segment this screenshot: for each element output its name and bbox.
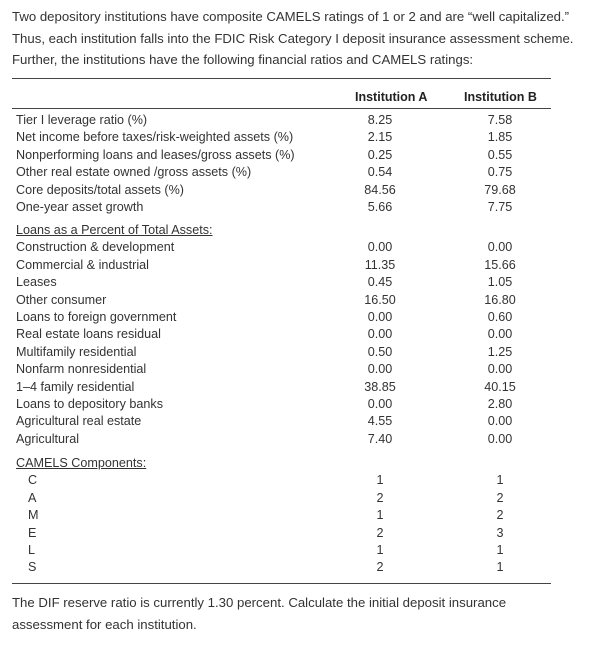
institution-b-value: 40.15 [484,379,516,394]
intro-paragraph [12,6,608,71]
institution-b-value: 0.00 [487,327,513,342]
camels-row [16,472,546,489]
institution-a-value: 0.54 [367,165,393,180]
question-paragraph [12,592,608,635]
institution-b-value: 0.00 [487,362,513,377]
institution-a-value: 0.25 [367,147,393,162]
row-label: Nonperforming loans and leases/gross assets (%) [16,147,295,162]
institution-a-value: 0.00 [367,397,393,411]
institution-a-value: 2 [376,525,384,540]
loan-row [16,239,546,256]
loan-row [16,292,546,309]
row-label: Nonfarm nonresidential [16,362,147,377]
loan-row [16,361,546,378]
institution-a-value: 0.00 [367,310,393,324]
camels-row [16,507,546,524]
intro-line-1: Two depository institutions have composite CAMELS ratings of 1 or 2 and are “well capitalized.” [12,9,570,24]
row-label: S [28,560,37,575]
row-label: Loans to depository banks [16,397,164,411]
row-label: Core deposits/total assets (%) [16,182,184,197]
institution-a-value: 0.00 [367,327,393,342]
institution-a-value: 8.25 [367,113,393,127]
institution-b-value: 1 [496,543,504,557]
institution-b-value: 0.55 [487,147,513,162]
institution-b-value: 7.58 [487,113,513,127]
row-label: E [28,525,37,540]
loan-row [16,326,546,343]
institution-b-value: 15.66 [484,257,516,272]
loan-row [16,396,546,413]
row-label: Real estate loans residual [16,327,161,342]
ratio-row [16,112,546,129]
loan-row [16,309,546,326]
institution-b-value: 1.25 [487,344,513,359]
ratio-row [16,182,546,199]
institution-b-value: 0.00 [487,431,513,446]
institution-a-value: 5.66 [367,200,393,214]
institution-b-value: 1.85 [487,130,513,145]
row-label: Construction & development [16,240,175,255]
institution-b-value: 0.60 [487,310,513,324]
row-label: Other real estate owned /gross assets (%) [16,165,252,180]
loan-row [16,344,546,361]
table-top-rule [12,78,551,79]
institution-a-value: 7.40 [367,431,393,446]
institution-a-value: 11.35 [364,257,396,272]
institution-a-value: 2 [376,490,384,505]
row-label: 1–4 family residential [16,379,135,394]
institution-b-value: 0.75 [487,165,513,180]
question-line-2: assessment for each institution. [12,616,197,632]
camels-row [16,490,546,507]
row-label: One-year asset growth [16,200,144,214]
loan-row [16,431,546,448]
column-header-institution-b: Institution B [464,90,537,104]
institution-a-value: 1 [376,473,384,488]
camels-heading-row [16,455,546,472]
institution-a-value: 2.15 [367,130,393,145]
institution-a-value: 38.85 [364,379,396,394]
institution-a-value: 4.55 [367,414,393,429]
ratio-row [16,129,546,146]
institution-a-value: 16.50 [364,292,396,307]
row-label: L [28,543,36,557]
intro-line-2: Thus, each institution falls into the FDIC Risk Category I deposit insurance assessment scheme. [12,30,574,46]
table-header-rule [12,108,551,109]
camels-row [16,559,546,576]
ratio-row [16,199,546,216]
institution-a-value: 0.00 [367,240,393,255]
loan-row [16,413,546,430]
institution-b-value: 3 [496,525,504,540]
loan-row [16,379,546,396]
ratio-row [16,147,546,164]
institution-b-value: 1 [496,560,504,575]
table-bottom-rule [12,583,551,584]
institution-a-value: 0.50 [367,344,393,359]
row-label: Leases [16,275,57,290]
institution-b-value: 7.75 [487,200,513,214]
institution-a-value: 1 [376,508,384,523]
institution-b-value: 0.00 [487,240,513,255]
row-label: Net income before taxes/risk-weighted assets (%) [16,130,294,145]
institution-b-value: 2 [496,490,504,505]
institution-a-value: 2 [376,560,384,575]
row-label: Commercial & industrial [16,257,149,272]
institution-a-value: 0.00 [367,362,393,377]
camels-row [16,542,546,559]
ratio-row [16,164,546,181]
row-label: A [28,490,37,505]
intro-line-3: Further, the institutions have the following financial ratios and CAMELS ratings: [12,52,474,67]
row-label: C [28,473,38,488]
row-label: Other consumer [16,292,107,307]
question-line-1: The DIF reserve ratio is currently 1.30 percent. Calculate the initial deposit insurance [12,595,507,610]
institution-b-value: 16.80 [484,292,516,307]
row-label: M [28,508,39,523]
row-label: Loans to foreign government [16,310,177,324]
institution-b-value: 79.68 [484,182,516,197]
camels-row [16,525,546,542]
institution-b-value: 1 [496,473,504,488]
row-label: Agricultural real estate [16,414,142,429]
section-heading: CAMELS Components: [16,456,147,470]
row-label: Agricultural [16,431,79,446]
institution-b-value: 2 [496,508,504,523]
institution-b-value: 1.05 [487,275,513,290]
loan-row [16,274,546,291]
column-header-institution-a: Institution A [355,90,428,104]
row-label: Multifamily residential [16,344,137,359]
loan-row [16,257,546,274]
institution-a-value: 0.45 [367,275,393,290]
institution-a-value: 84.56 [364,182,396,197]
institution-a-value: 1 [376,543,384,557]
row-label: Tier I leverage ratio (%) [16,113,148,127]
loans-heading-row [16,222,546,239]
institution-b-value: 2.80 [487,397,513,411]
section-heading: Loans as a Percent of Total Assets: [16,223,213,237]
institution-b-value: 0.00 [487,414,513,429]
